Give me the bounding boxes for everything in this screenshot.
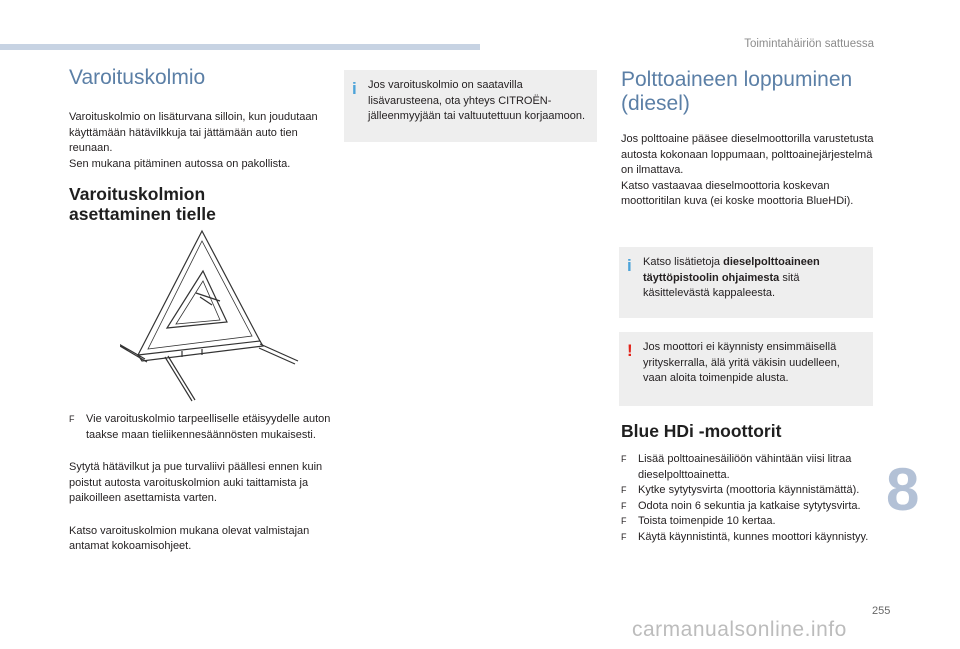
left-intro-2: Sen mukana pitäminen autossa on pakollista. (69, 157, 291, 170)
engine-warning-box (619, 332, 873, 406)
bullet-marker: F (621, 454, 627, 464)
bullet-marker: F (621, 500, 627, 511)
left-para-1: Sytytä hätävilkut ja pue turvaliivi päällesi ennen kuin poistut autosta varoituskolmion auki taittamista ja paikoilleen asettamista varten. (69, 461, 323, 504)
placement-subtitle: Varoituskolmion asettaminen tielle (69, 184, 216, 224)
info-text: Jos varoituskolmio on saatavilla lisävarusteena, ota yhteys CITROËN-jälleenmyyjään tai valtuutettuun korjaamoon. (368, 79, 586, 122)
bullet-marker: F (621, 485, 627, 495)
left-intro-1: Varoituskolmio on lisäturvana silloin, kun joudutaan käyttämään hätävilkkuja tai jättämään auto tien reunaan. (69, 111, 318, 154)
warning-triangle-illustration (120, 225, 305, 405)
left-para-2: Katso varoituskolmion mukana olevat valmistajan antamat kokoamisohjeet. (69, 524, 310, 552)
bluehdi-steps (621, 452, 877, 545)
list-item (621, 483, 877, 499)
right-intro-1: Jos polttoaine pääsee dieselmoottorilla varustetusta autosta kokonaan loppumaan, polttoainejärjestelmä on ilmattava. (621, 133, 874, 176)
bluehdi-section (621, 421, 877, 545)
left-column (69, 66, 334, 224)
warning-triangle-title: Varoituskolmio (69, 66, 206, 89)
info-text-pre: Katso lisätietoja (643, 256, 724, 268)
list-item (621, 530, 877, 546)
step-text: Lisää polttoainesäiliöön vähintään viisi litraa dieselpolttoainetta. (638, 453, 852, 481)
warning-text: Jos moottori ei käynnisty ensimmäisellä yrityskerralla, älä yritä väkisin uudelleen, vaan aloita toimenpide alusta. (643, 341, 840, 384)
section-header: Toimintahäiriön sattuessa (744, 38, 874, 50)
list-item (69, 412, 334, 443)
info-icon: i (627, 256, 632, 275)
warning-icon: ! (627, 341, 633, 360)
list-item (621, 452, 877, 483)
bullet-marker: F (621, 531, 627, 542)
bullet-marker: F (621, 516, 627, 526)
bullet-text: Vie varoituskolmio tarpeelliselle etäisyydelle auton taakse maan tieliikennesäännösten mukaisesti. (86, 413, 331, 441)
accessory-info-box (344, 70, 597, 142)
info-text-post: sitä käsittelevästä kappaleesta. (643, 271, 800, 299)
page-number: 255 (872, 605, 891, 617)
fuel-out-title: Polttoaineen loppuminen (diesel) (621, 68, 853, 115)
right-intro-2: Katso vastaavaa dieselmoottoria koskevan moottoritilan kuva (ei koske moottoria BlueHDi). (621, 179, 854, 207)
step-text: Kytke sytytysvirta (moottoria käynnistämättä). (638, 484, 860, 496)
right-column (621, 68, 877, 210)
list-item (621, 514, 877, 530)
left-column-lower (69, 412, 334, 555)
step-text: Odota noin 6 sekuntia ja katkaise sytytysvirta. (638, 499, 861, 512)
diesel-info-box (619, 247, 873, 318)
top-accent-bar (0, 44, 480, 50)
info-icon: i (352, 79, 357, 98)
bluehdi-subtitle: Blue HDi -moottorit (621, 421, 782, 441)
info-text-bold: dieselpolttoaineen täyttöpistoolin ohjaimesta (643, 256, 820, 284)
list-item (621, 499, 877, 515)
watermark: carmanualsonline.info (632, 618, 847, 641)
chapter-number: 8 (886, 456, 920, 523)
step-text: Käytä käynnistintä, kunnes moottori käynnistyy. (638, 530, 869, 543)
bullet-marker: F (69, 414, 75, 424)
step-text: Toista toimenpide 10 kertaa. (638, 515, 776, 527)
